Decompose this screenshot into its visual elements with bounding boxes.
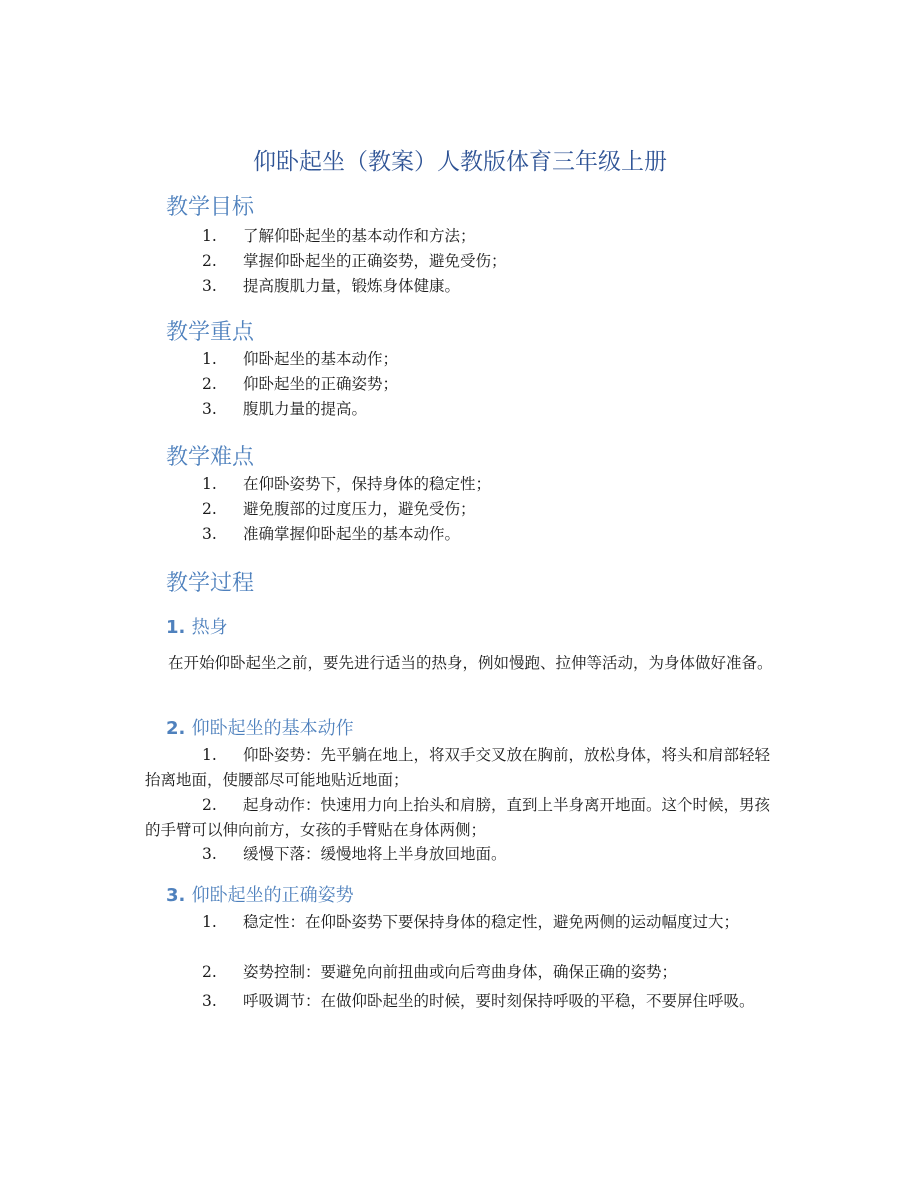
list-item: 1. 仰卧起坐的基本动作； [202,350,399,368]
subheading-basic-moves: 2. 仰卧起坐的基本动作 [166,718,354,739]
list-item: 2. 起身动作：快速用力向上抬头和肩膀，直到上半身离开地面。这个时候，男孩的手臂可以伸向前方，女孩的手臂贴在身体两侧； [145,796,771,839]
list-item: 2. 掌握仰卧起坐的正确姿势，避免受伤； [202,252,507,270]
list-item: 2. 避免腹部的过度压力，避免受伤； [202,500,476,518]
list-item: 1. 仰卧姿势：先平躺在地上，将双手交叉放在胸前，放松身体，将头和肩部轻轻抬离地面，使腰部尽可能地贴近地面； [145,746,771,789]
list-item: 3. 腹肌力量的提高。 [202,400,368,418]
list-item: 3. 呼吸调节：在做仰卧起坐的时候，要时刻保持呼吸的平稳，不要屏住呼吸。 [202,992,755,1010]
subheading-warmup: 1. 热身 [166,617,228,638]
heading-key-points: 教学重点 [166,320,255,345]
heading-process: 教学过程 [166,571,255,596]
document-title: 仰卧起坐（教案）人教版体育三年级上册 [253,149,667,175]
list-item: 2. 姿势控制：要避免向前扭曲或向后弯曲身体，确保正确的姿势； [202,963,678,981]
list-item: 1. 在仰卧姿势下，保持身体的稳定性； [202,475,492,493]
list-item: 2. 仰卧起坐的正确姿势； [202,375,399,393]
list-item: 1. 稳定性：在仰卧姿势下要保持身体的稳定性，避免两侧的运动幅度过大； [202,913,740,931]
list-item: 3. 提高腹肌力量，锻炼身体健康。 [202,277,461,295]
heading-goals: 教学目标 [166,195,255,220]
heading-difficulties: 教学难点 [166,445,255,470]
list-item: 3. 准确掌握仰卧起坐的基本动作。 [202,525,461,543]
list-item: 3. 缓慢下落：缓慢地将上半身放回地面。 [202,845,507,863]
list-item: 1. 了解仰卧起坐的基本动作和方法； [202,227,476,245]
subheading-correct-posture: 3. 仰卧起坐的正确姿势 [166,885,354,906]
warmup-paragraph: 在开始仰卧起坐之前，要先进行适当的热身，例如慢跑、拉伸等活动，为身体做好准备。 [168,654,773,672]
